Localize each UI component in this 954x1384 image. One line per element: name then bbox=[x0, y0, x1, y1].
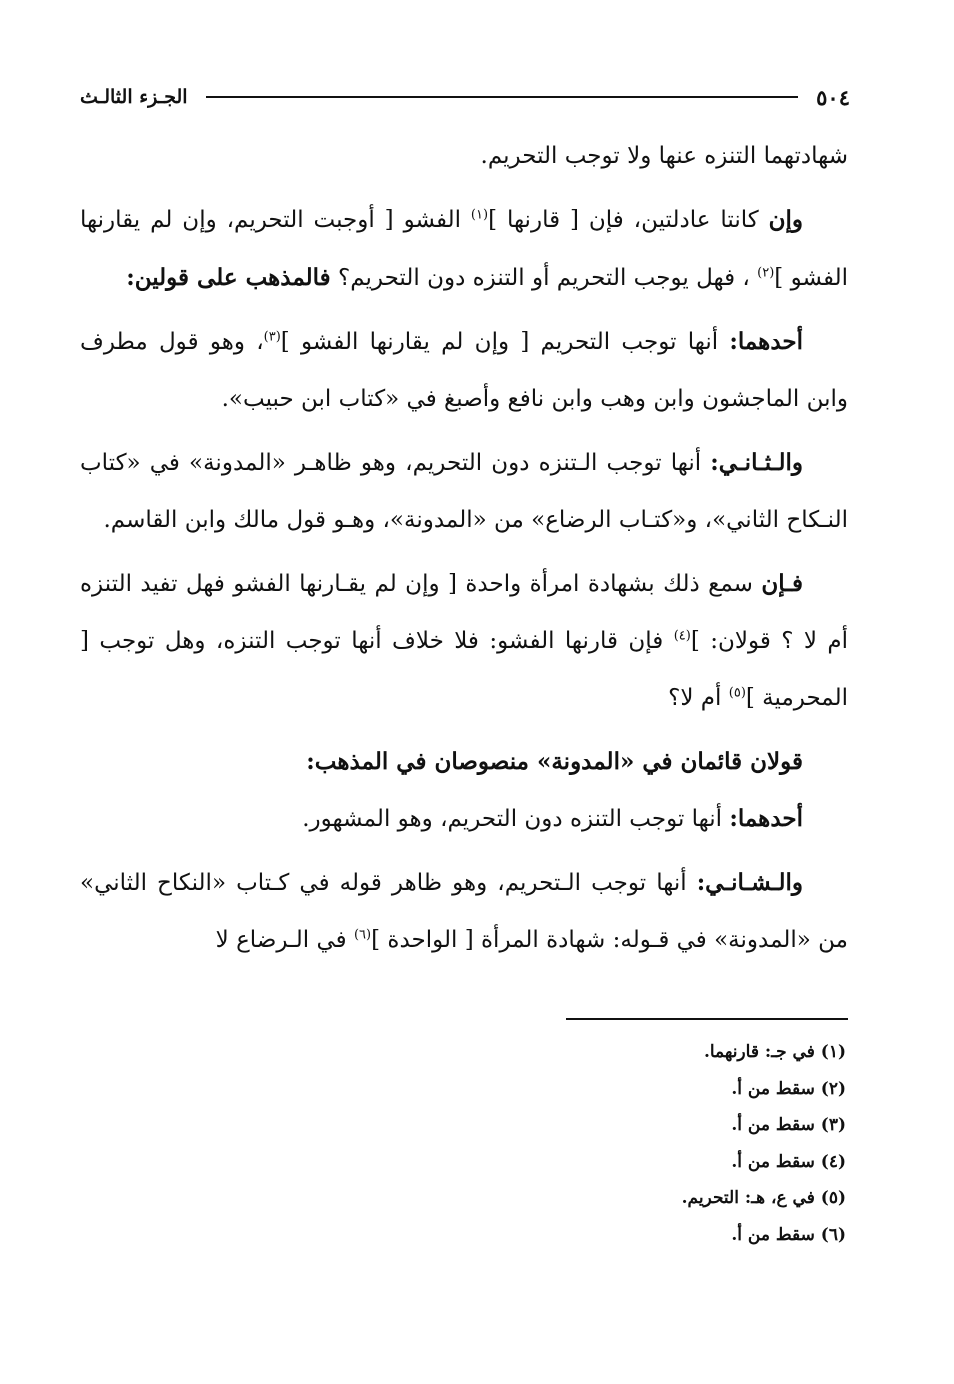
page-number: ٥٠٤ bbox=[816, 84, 850, 110]
footnote-ref: (٥) bbox=[728, 685, 746, 701]
paragraph bbox=[80, 128, 848, 185]
paragraph bbox=[80, 790, 848, 848]
text-run: شهادتهما التنزه عنها ولا توجب التحريم. bbox=[480, 143, 848, 169]
section-heading bbox=[80, 733, 848, 790]
footnote-ref: (٣) bbox=[263, 329, 281, 345]
text-run: أنها توجب الـتحريم، وهو ظاهر قوله في كـتاب «النكاح الثاني» من «المدونة» في قـوله: شهادة المرأة [ الواحدة ] bbox=[80, 870, 848, 953]
bold-lead: أحدهما: bbox=[729, 328, 803, 355]
text-run: ، وهو قول مطرف وابن الماجشون وابن وهب وابن نافع وأصبغ في «كتاب ابن حبيب». bbox=[80, 329, 848, 412]
footnote-ref: (٢) bbox=[757, 265, 775, 281]
text-run: أم لا؟ bbox=[668, 685, 729, 711]
body-text bbox=[80, 128, 848, 975]
paragraph bbox=[80, 191, 848, 307]
bold-lead: والـشـانـي: bbox=[696, 869, 803, 896]
footnotes bbox=[400, 1034, 846, 1253]
bold-lead: أحدهما: bbox=[729, 805, 803, 832]
header-rule bbox=[206, 96, 799, 98]
text-run: كانتا عادلتين، فإن [ قارنها ] bbox=[488, 207, 769, 233]
footnote: (٣) سقط من أ. bbox=[731, 1115, 846, 1135]
text-run: في الـرضاع لا bbox=[215, 927, 354, 953]
bold-lead: وإن bbox=[768, 206, 803, 233]
footnote: (١) في جـ: قارنهما. bbox=[703, 1042, 846, 1062]
footnote-ref: (٦) bbox=[353, 927, 372, 943]
text-run: ، فهل يوجب التحريم أو التنزه دون التحريم؟ bbox=[330, 265, 758, 291]
paragraph bbox=[80, 313, 848, 428]
text-run: أنها توجب التنزه دون التحريم، وهو المشهور. bbox=[302, 806, 730, 832]
footnote-ref: (١) bbox=[470, 207, 489, 223]
paragraph bbox=[80, 854, 848, 969]
footnote: (٢) سقط من أ. bbox=[731, 1078, 846, 1099]
bold-lead: فالمذهب على قولين: bbox=[126, 264, 331, 291]
text-run: أنها توجب التحريم [ وإن لم يقارنها الفشو ] bbox=[280, 329, 730, 355]
footnote: (٤) سقط من أ. bbox=[731, 1151, 846, 1172]
paragraph bbox=[80, 555, 848, 727]
text-run: سمع ذلك بشهادة امرأة واحدة [ وإن لم يقـارنها الفشو فهل تفيد التنزه أم لا ؟ قولان: ] bbox=[80, 571, 848, 654]
running-header bbox=[80, 80, 850, 114]
bold-lead: قولان قائمان في «المدونة» منصوصان في المذهب: bbox=[306, 748, 803, 775]
footnote-separator bbox=[566, 1018, 848, 1020]
footnote: (٦) سقط من أ. bbox=[731, 1224, 846, 1245]
bold-lead: فـإن bbox=[761, 570, 803, 597]
footnote-ref: (٤) bbox=[673, 628, 691, 644]
footnote: (٥) في ع، هـ: التحريم. bbox=[681, 1188, 846, 1208]
bold-lead: والـثـانـي: bbox=[710, 449, 803, 476]
text-run: الفشو [ أوجبت التحريم، وإن لم يقارنها الفشو ] bbox=[80, 207, 848, 291]
text-run: فإن قارنها الفشو: فلا خلاف أنها توجب التنزه، وهل توجب [ المحرمية ] bbox=[80, 628, 848, 711]
text-run: أنها توجب الـتنزه دون التحريم، وهو ظاهـر «المدونة» في «كتاب النـكاح الثاني»، و«كتـاب الرضاع» من «المدونة»، وهـو قول مالك وابن القاسم. bbox=[80, 450, 848, 533]
paragraph bbox=[80, 434, 848, 549]
part-title: الجـزء الثالـث bbox=[80, 86, 188, 108]
